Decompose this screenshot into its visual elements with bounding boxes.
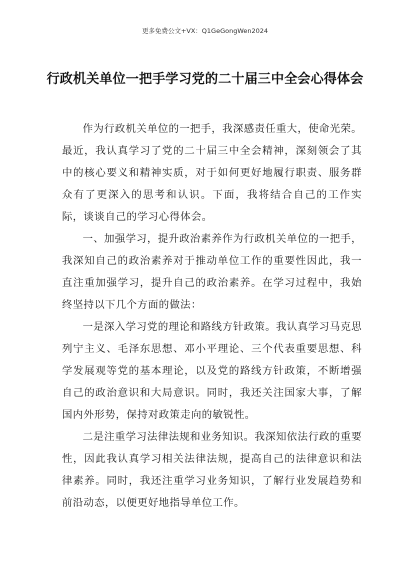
paragraph-intro: 作为行政机关单位的一把手，我深感责任重大，使命光荣。最近，我认真学习了党的二十届三中全会精神，深刻领会了其中的核心要义和精神实质，对于如何更好地履行职责、服务群众有了更深入的思考和认识。下面，我将结合自己的工作实际，谈谈自己的学习心得体会。	[62, 123, 363, 223]
paragraph-section-1: 一、加强学习，提升政治素养作为行政机关单位的一把手，我深知自己的政治素养对于推动单位工作的重要性因此，我一直注重加强学习，提升自己的政治素养。在学习过程中，我始终坚持以下几个方面的做法：	[62, 233, 363, 311]
paragraph-point-1: 一是深入学习党的理论和路线方针政策。我认真学习马克思列宁主义、毛泽东思想、邓小平理论、三个代表重要思想、科学发展观等党的基本理论，以及党的路线方针政策，不断增强自己的政治意识和大局意识。同时，我还关注国家大事，了解国内外形势，保持对政策走向的敏锐性。	[62, 321, 363, 421]
document-body	[62, 118, 362, 514]
paragraph-point-2: 二是注重学习法律法规和业务知识。我深知依法行政的重要性，因此我认真学习相关法律法规，提高自己的法律意识和法律素养。同时，我还注重学习业务知识，了解行业发展趋势和前沿动态，以便更好地指导单位工作。	[62, 431, 363, 509]
header-note: 更多免费公文+VX：Q1GeGongWen2024	[141, 27, 269, 35]
document-title: 行政机关单位一把手学习党的二十届三中全会心得体会	[46, 72, 364, 87]
